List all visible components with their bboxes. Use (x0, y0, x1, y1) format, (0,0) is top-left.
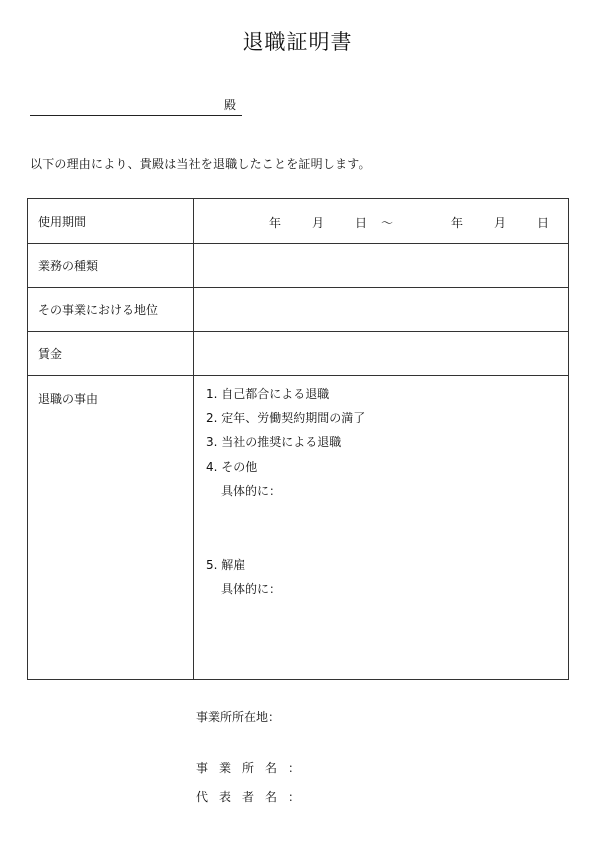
addressee-suffix: 殿 (223, 98, 236, 112)
wages-value (194, 332, 569, 376)
reason-label: 退職の事由 (28, 376, 194, 680)
office-address-label: 事業所所在地： (196, 710, 281, 724)
reason-item-other: 4. その他 (206, 460, 258, 474)
period-start-day: 日 (355, 216, 368, 230)
office-name-label: 事業所名： (196, 761, 312, 775)
reason-dismissal-detail-label: 具体的に： (221, 582, 282, 596)
addressee-line (30, 96, 242, 116)
position-row (28, 288, 569, 332)
document-title: 退職証明書 (242, 30, 353, 54)
period-end-month: 月 (494, 216, 507, 230)
employment-period-value (194, 199, 569, 244)
period-start-year: 年 (269, 216, 282, 230)
period-start-month: 月 (312, 216, 325, 230)
wages-label: 賃金 (28, 332, 194, 376)
representative-name-label: 代表者名： (196, 790, 312, 804)
reason-row (28, 376, 569, 680)
wages-row (28, 332, 569, 376)
employment-period-label: 使用期間 (28, 199, 194, 244)
reason-item-retirement: 2. 定年、労働契約期間の満了 (206, 411, 366, 425)
reason-item-self: 1. 自己都合による退職 (206, 387, 330, 401)
reason-value (194, 376, 569, 680)
period-tilde: 〜 (381, 216, 394, 230)
period-end-day: 日 (537, 216, 550, 230)
reason-item-recommended: 3. 当社の推奨による退職 (206, 435, 342, 449)
reason-item-dismissal: 5. 解雇 (206, 558, 246, 572)
employment-period-row (28, 199, 569, 244)
job-type-value (194, 244, 569, 288)
period-end-year: 年 (451, 216, 464, 230)
job-type-row (28, 244, 569, 288)
certification-statement: 以下の理由により、貴殿は当社を退職したことを証明します。 (30, 157, 371, 171)
position-label: その事業における地位 (28, 288, 194, 332)
reason-other-detail-label: 具体的に： (221, 484, 282, 498)
certificate-table (27, 198, 569, 680)
position-value (194, 288, 569, 332)
job-type-label: 業務の種類 (28, 244, 194, 288)
